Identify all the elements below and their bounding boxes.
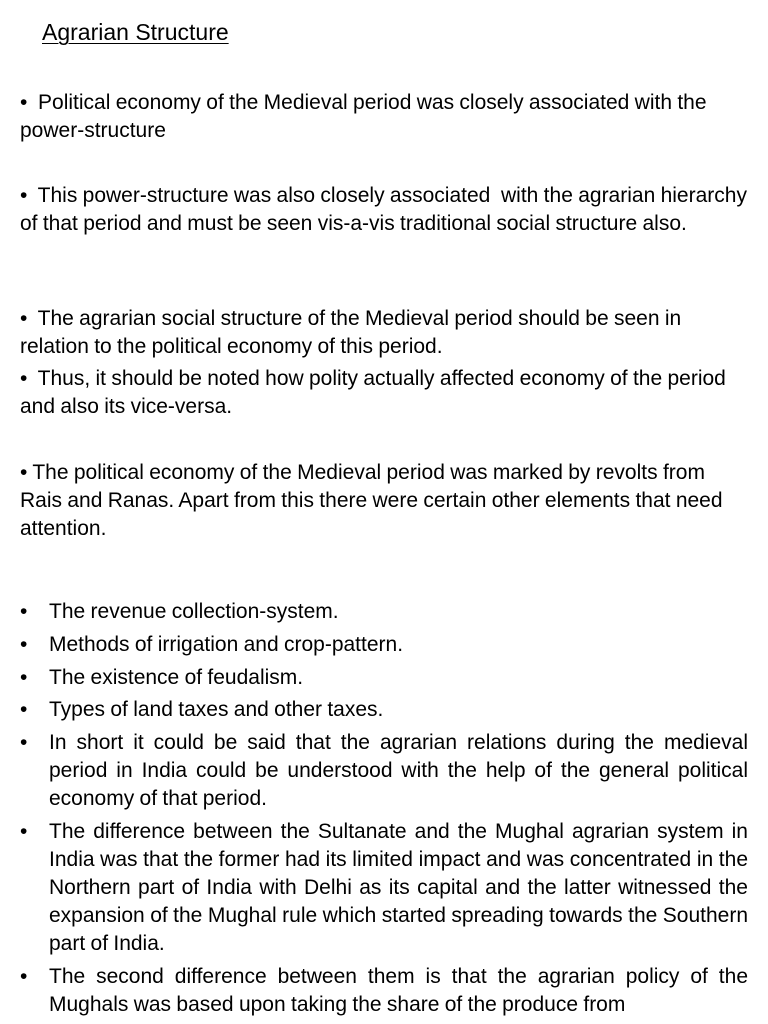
paragraph-revolts [20,459,748,543]
list-item [20,631,748,659]
paragraph-agrarian-social-structure [20,305,748,361]
list-item [20,729,748,813]
list-item [20,963,748,1019]
list-item-text: Methods of irrigation and crop-pattern. [49,632,404,656]
list-item-text: Types of land taxes and other taxes. [49,698,384,722]
bullet: • [20,91,28,114]
list-item [20,696,748,724]
bullet: • [20,819,28,843]
elements-list [20,598,748,1024]
list-item-text: The revenue collection-system. [49,600,339,623]
bullet: • [20,307,28,330]
paragraph-polity-economy [20,365,748,421]
bullet: • [20,731,28,755]
list-item-text: The second difference between them is that the agrarian policy of the Mughals was based upon taking the share of the produce from [49,964,748,1016]
bullet: • [20,461,28,484]
list-item [20,598,748,626]
bullet: • [20,698,28,722]
bullet: • [20,665,28,689]
list-item-text: The difference between the Sultanate and the Mughal agrarian system in India was that the former had its limited impact and was concentrated in the Northern part of India with Delhi as its capital and the latter witnessed the expansion of the Mughal rule which started spreading towards the Southern part of India. [49,819,748,955]
page-title: Agrarian Structure [42,19,229,45]
bullet: • [20,367,28,390]
bullet: • [20,964,28,988]
bullet: • [20,600,28,623]
paragraph-text: The agrarian social structure of the Medieval period should be seen in relation to the political economy of this period. [20,307,687,358]
bullet: • [20,632,28,656]
paragraph-political-economy [20,89,748,145]
paragraph-power-structure [20,182,753,238]
list-item-text: The existence of feudalism. [49,665,304,689]
list-item [20,664,748,692]
list-item [20,818,748,958]
paragraph-text: Political economy of the Medieval period was closely associated with the power-structure [20,91,712,142]
paragraph-text: This power-structure was also closely associated with the agrarian hierarchy of that period and must be seen vis-a-vis traditional social structure also. [20,184,753,235]
paragraph-text: The political economy of the Medieval period was marked by revolts from Rais and Ranas. Apart from this there were certain other elements that need attention. [20,461,728,540]
list-item-text: In short it could be said that the agrarian relations during the medieval period in India could be understood with the help of the general political economy of that period. [49,731,748,811]
paragraph-text: Thus, it should be noted how polity actually affected economy of the period and also its vice-versa. [20,367,732,418]
bullet: • [20,184,28,207]
